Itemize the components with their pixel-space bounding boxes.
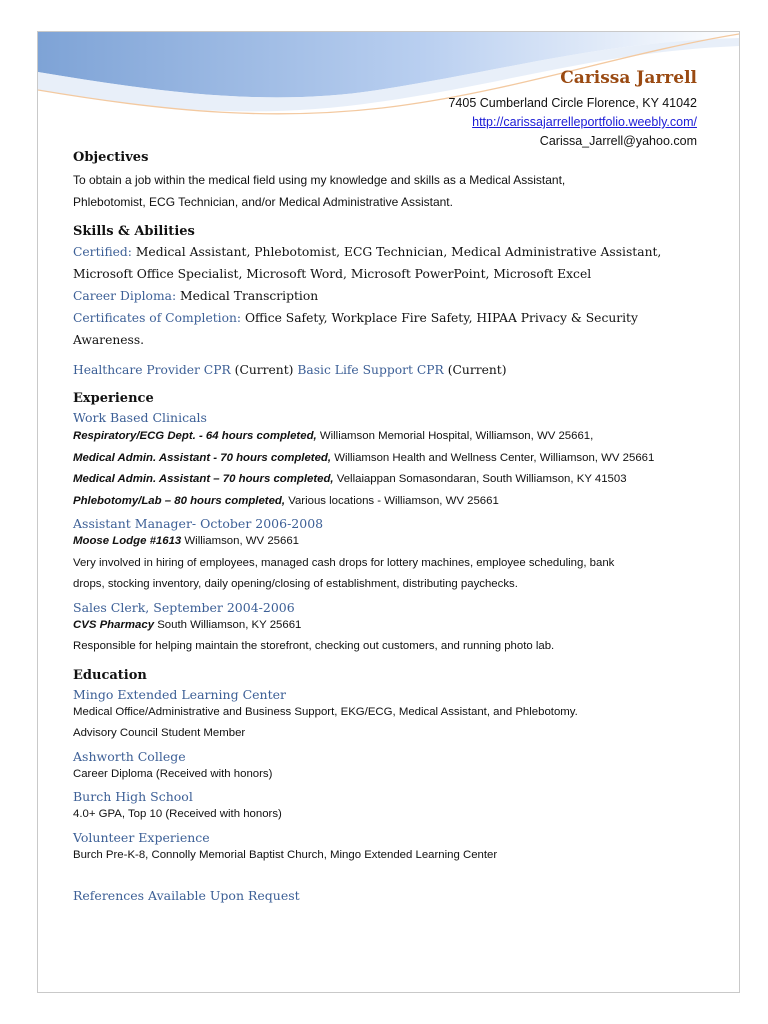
clinical-role: Medical Admin. Assistant – 70 hours completed, bbox=[73, 473, 334, 485]
school-mingo-line-2: Advisory Council Student Member bbox=[73, 727, 246, 739]
clinical-role: Respiratory/ECG Dept. - 64 hours completed, bbox=[73, 430, 317, 442]
clinical-item bbox=[73, 469, 713, 491]
clinical-role: Medical Admin. Assistant - 70 hours completed, bbox=[73, 451, 332, 464]
contact-header bbox=[448, 68, 697, 151]
school-mingo-line-1: Medical Office/Administrative and Business Support, EKG/ECG, Medical Assistant, and Phlebotomy. bbox=[73, 705, 578, 718]
job-assistant-manager-title: Assistant Manager- October 2006-2008 bbox=[73, 516, 324, 531]
applicant-name: Carissa Jarrell bbox=[560, 68, 697, 88]
resume-content bbox=[73, 150, 713, 903]
school-mingo-title: Mingo Extended Learning Center bbox=[73, 686, 286, 702]
cpr-current-1: (Current) bbox=[234, 363, 294, 377]
moose-lodge-name: Moose Lodge #1613 bbox=[73, 535, 182, 547]
clinicals-list bbox=[73, 426, 713, 512]
cpr-current-2: (Current) bbox=[447, 363, 507, 377]
clinical-location: Various locations - Williamson, WV 25661 bbox=[285, 494, 499, 507]
objectives-heading: Objectives bbox=[73, 150, 149, 165]
clinical-location: Vellaiappan Somasondaran, South Williamson, KY 41503 bbox=[333, 473, 627, 485]
school-ashworth-title: Ashworth College bbox=[73, 748, 186, 764]
cvs-name: CVS Pharmacy bbox=[73, 618, 155, 631]
education-heading: Education bbox=[73, 667, 147, 683]
cpr-healthcare: Healthcare Provider CPR bbox=[73, 363, 235, 377]
certified-line bbox=[73, 241, 713, 263]
clinical-item bbox=[73, 491, 713, 513]
certificates-line bbox=[73, 307, 713, 329]
job-assistant-manager-desc-2: drops, stocking inventory, daily opening/closing of establishment, distributing paychecks. bbox=[73, 578, 518, 590]
certified-label: Certified: bbox=[73, 245, 132, 259]
certificates-value: Office Safety, Workplace Fire Safety, HIPAA Privacy & Security bbox=[241, 311, 638, 325]
email: Carissa_Jarrell@yahoo.com bbox=[539, 134, 697, 148]
address: 7405 Cumberland Circle Florence, KY 41042 bbox=[448, 96, 697, 110]
cpr-bls: Basic Life Support CPR bbox=[293, 363, 448, 377]
career-diploma-line bbox=[73, 285, 713, 307]
experience-heading: Experience bbox=[73, 391, 154, 406]
cvs-location: South Williamson, KY 25661 bbox=[154, 618, 302, 631]
clinicals-title: Work Based Clinicals bbox=[73, 410, 207, 425]
certificates-label: Certificates of Completion: bbox=[73, 311, 242, 325]
school-burch-title: Burch High School bbox=[73, 789, 193, 804]
certified-line-2: Microsoft Office Specialist, Microsoft Word, Microsoft PowerPoint, Microsoft Excel bbox=[73, 267, 592, 281]
moose-lodge-location: Williamson, WV 25661 bbox=[181, 535, 299, 547]
clinical-role: Phlebotomy/Lab – 80 hours completed, bbox=[73, 494, 286, 507]
clinical-item bbox=[73, 448, 713, 470]
resume-page bbox=[37, 31, 740, 993]
job-sales-clerk-desc: Responsible for helping maintain the storefront, checking out customers, and running photo lab. bbox=[73, 640, 555, 652]
career-diploma-label: Career Diploma: bbox=[73, 289, 177, 303]
career-diploma-value: Medical Transcription bbox=[176, 289, 319, 303]
school-burch-line: 4.0+ GPA, Top 10 (Received with honors) bbox=[73, 808, 282, 820]
clinical-location: Williamson Health and Wellness Center, Williamson, WV 25661 bbox=[331, 451, 655, 464]
objectives-line-2: Phlebotomist, ECG Technician, and/or Medical Administrative Assistant. bbox=[73, 195, 453, 209]
job-sales-clerk-place bbox=[73, 615, 713, 637]
volunteer-line: Burch Pre-K-8, Connolly Memorial Baptist Church, Mingo Extended Learning Center bbox=[73, 848, 498, 861]
school-ashworth-line: Career Diploma (Received with honors) bbox=[73, 767, 273, 780]
volunteer-title: Volunteer Experience bbox=[73, 829, 210, 845]
cpr-line bbox=[73, 359, 713, 381]
skills-heading: Skills & Abilities bbox=[73, 224, 195, 239]
objectives-line-1: To obtain a job within the medical field using my knowledge and skills as a Medical Assistant, bbox=[73, 173, 566, 187]
certificates-line-2: Awareness. bbox=[73, 333, 145, 347]
job-assistant-manager-desc-1: Very involved in hiring of employees, managed cash drops for lottery machines, employee scheduling, bank bbox=[73, 556, 615, 569]
references-note: References Available Upon Request bbox=[73, 888, 300, 903]
portfolio-link[interactable]: http://carissajarrelleportfolio.weebly.com/ bbox=[472, 115, 697, 129]
job-sales-clerk-title: Sales Clerk, September 2004-2006 bbox=[73, 599, 295, 615]
job-assistant-manager-place bbox=[73, 531, 713, 553]
certified-list: Medical Assistant, Phlebotomist, ECG Technician, Medical Administrative Assistant, bbox=[131, 245, 662, 259]
clinical-item bbox=[73, 426, 713, 448]
clinical-location: Williamson Memorial Hospital, Williamson, WV 25661, bbox=[316, 430, 594, 442]
